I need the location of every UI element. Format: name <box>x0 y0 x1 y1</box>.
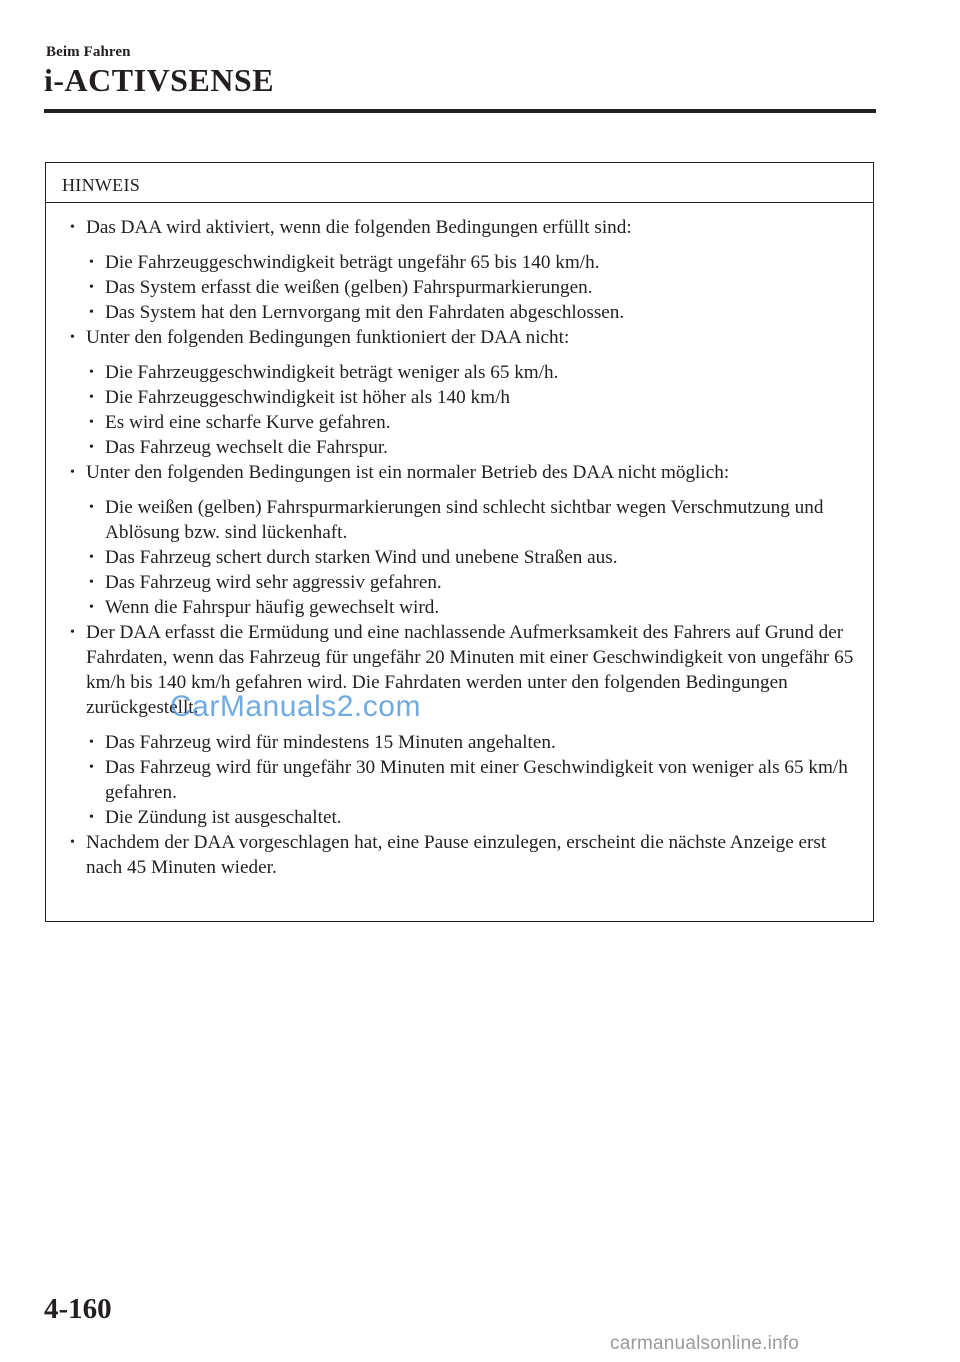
bullet-icon: • <box>89 550 94 565</box>
chapter-title: i-ACTIVSENSE <box>44 62 275 98</box>
watermark: CarManuals2.com <box>170 690 421 723</box>
note-subbullet-text: Das System erfasst die weißen (gelben) Fahrspurmarkierungen. <box>105 277 593 298</box>
note-subbullet <box>62 545 857 570</box>
note-sublist <box>62 360 857 460</box>
bullet-icon: • <box>89 735 94 750</box>
bullet-icon: • <box>89 760 94 775</box>
note-bullet-text: Das DAA wird aktiviert, wenn die folgenden Bedingungen erfüllt sind: <box>86 217 632 238</box>
bullet-icon: • <box>89 390 94 405</box>
note-subbullet <box>62 495 857 545</box>
note-subbullet-text: Wenn die Fahrspur häufig gewechselt wird. <box>105 597 440 618</box>
note-subbullet-text: Die Zündung ist ausgeschaltet. <box>105 807 342 828</box>
note-sublist <box>62 495 857 620</box>
note-bullet-text: Nachdem der DAA vorgeschlagen hat, eine Pause einzulegen, erscheint die nächste Anzeige erst nach 45 Minuten wieder. <box>86 832 827 878</box>
note-subbullet <box>62 805 857 830</box>
note-subbullet-text: Das System hat den Lernvorgang mit den Fahrdaten abgeschlossen. <box>105 302 625 323</box>
bullet-icon: • <box>70 330 75 345</box>
bullet-icon: • <box>89 365 94 380</box>
note-subbullet-text: Die Fahrzeuggeschwindigkeit beträgt ungefähr 65 bis 140 km/h. <box>105 252 600 273</box>
note-sublist <box>62 730 857 830</box>
note-title: HINWEIS <box>46 163 873 203</box>
bullet-icon: • <box>70 625 75 640</box>
note-subbullet <box>62 435 857 460</box>
note-subbullet <box>62 730 857 755</box>
bullet-icon: • <box>89 500 94 515</box>
note-bullet-text: Der DAA erfasst die Ermüdung und eine nachlassende Aufmerksamkeit des Fahrers auf Grund der Fahrdaten, wenn das Fahrzeug für ungefähr 20 Minuten mit einer Geschwindigkeit von ungefähr 65 km/h bis 140 km/h gefahren wird. Die Fahrdaten werden unter den folgenden Bedingungen zurückgestellt. <box>86 622 854 718</box>
note-bullet-text: Unter den folgenden Bedingungen ist ein normaler Betrieb des DAA nicht möglich: <box>86 462 730 483</box>
section-label: Beim Fahren <box>46 44 131 60</box>
note-subbullet <box>62 385 857 410</box>
page-number: 4-160 <box>44 1293 112 1325</box>
bullet-icon: • <box>89 305 94 320</box>
bullet-icon: • <box>70 835 75 850</box>
note-subbullet <box>62 250 857 275</box>
footer-url: carmanualsonline.info <box>610 1333 800 1354</box>
note-subbullet <box>62 595 857 620</box>
note-bullet <box>62 215 857 240</box>
bullet-icon: • <box>89 255 94 270</box>
bullet-icon: • <box>70 220 75 235</box>
note-subbullet-text: Die Fahrzeuggeschwindigkeit ist höher als 140 km/h <box>105 387 510 408</box>
note-subbullet <box>62 300 857 325</box>
note-bullet <box>62 620 857 720</box>
note-bullet <box>62 460 857 485</box>
bullet-icon: • <box>89 600 94 615</box>
bullet-icon: • <box>89 810 94 825</box>
note-bullet <box>62 325 857 350</box>
note-subbullet <box>62 275 857 300</box>
note-subbullet-text: Das Fahrzeug wird sehr aggressiv gefahren. <box>105 572 442 593</box>
bullet-icon: • <box>89 440 94 455</box>
note-subbullet-text: Es wird eine scharfe Kurve gefahren. <box>105 412 391 433</box>
note-subbullet-text: Die Fahrzeuggeschwindigkeit beträgt weniger als 65 km/h. <box>105 362 559 383</box>
bullet-icon: • <box>89 575 94 590</box>
note-subbullet <box>62 570 857 595</box>
note-subbullet-text: Das Fahrzeug wechselt die Fahrspur. <box>105 437 388 458</box>
note-subbullet-text: Das Fahrzeug schert durch starken Wind und unebene Straßen aus. <box>105 547 618 568</box>
note-subbullet-text: Das Fahrzeug wird für ungefähr 30 Minuten mit einer Geschwindigkeit von weniger als 65 km/h gefahren. <box>105 757 848 803</box>
note-subbullet <box>62 755 857 805</box>
note-subbullet-text: Das Fahrzeug wird für mindestens 15 Minuten angehalten. <box>105 732 556 753</box>
note-subbullet <box>62 410 857 435</box>
note-body <box>46 203 873 880</box>
note-bullet-text: Unter den folgenden Bedingungen funktioniert der DAA nicht: <box>86 327 570 348</box>
note-subbullet <box>62 360 857 385</box>
header-rule <box>44 109 876 113</box>
bullet-icon: • <box>89 415 94 430</box>
note-subbullet-text: Die weißen (gelben) Fahrspurmarkierungen sind schlecht sichtbar wegen Verschmutzung und Ablösung bzw. sind lückenhaft. <box>105 497 824 543</box>
bullet-icon: • <box>70 465 75 480</box>
note-box <box>45 162 874 922</box>
note-bullet <box>62 830 857 880</box>
note-sublist <box>62 250 857 325</box>
bullet-icon: • <box>89 280 94 295</box>
